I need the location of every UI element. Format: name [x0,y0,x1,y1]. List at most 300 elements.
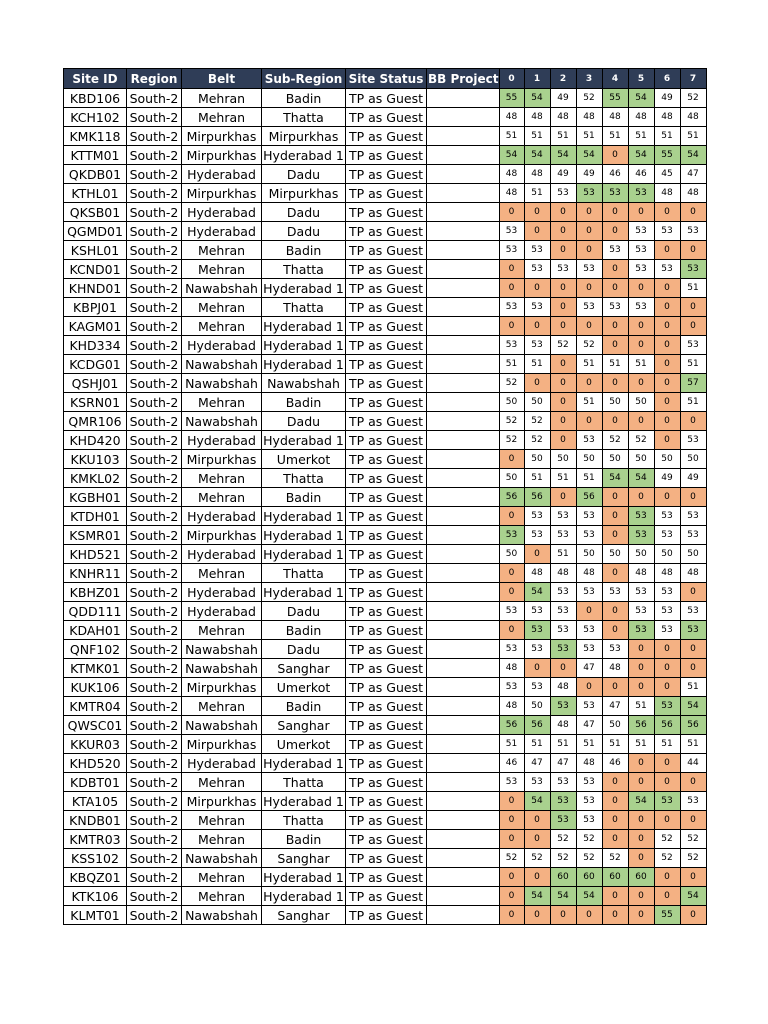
value-cell-col-4: 50 [602,716,628,735]
value-cell-col-0: 53 [499,640,524,659]
region-cell: South-2 [127,165,182,184]
value-cell-col-1: 51 [524,355,550,374]
region-cell: South-2 [127,469,182,488]
value-cell-col-4: 0 [602,146,628,165]
sub-region-cell: Dadu [262,222,346,241]
region-cell: South-2 [127,583,182,602]
value-cell-col-1: 51 [524,469,550,488]
value-cell-col-2: 53 [550,792,576,811]
value-cell-col-5: 50 [628,545,654,564]
table-row [64,146,707,165]
bb-project-cell [427,431,500,450]
value-cell-col-2: 49 [550,165,576,184]
bb-project-cell [427,127,500,146]
value-cell-col-6: 0 [654,773,680,792]
bb-project-cell [427,792,500,811]
value-cell-col-1: 0 [524,203,550,222]
value-cell-col-2: 50 [550,450,576,469]
value-cell-col-3: 60 [576,868,602,887]
region-cell: South-2 [127,431,182,450]
site-id-cell: KCH102 [64,108,127,127]
belt-cell: Mehran [182,393,262,412]
value-cell-col-3: 0 [576,906,602,925]
site-status-cell: TP as Guest [346,697,427,716]
value-cell-col-0: 52 [499,412,524,431]
bb-project-cell [427,412,500,431]
belt-cell: Mehran [182,469,262,488]
value-cell-col-6: 56 [654,716,680,735]
sub-region-cell: Hyderabad 1 [263,793,344,809]
value-cell-col-5: 48 [628,564,654,583]
value-cell-col-0: 50 [499,469,524,488]
belt-cell: Mehran [182,868,262,887]
region-cell: South-2 [127,127,182,146]
value-cell-col-1: 54 [524,792,550,811]
value-cell-col-7: 0 [680,659,706,678]
value-cell-col-5: 51 [628,697,654,716]
value-cell-col-0: 56 [499,716,524,735]
site-status-cell: TP as Guest [346,412,427,431]
value-cell-col-1: 53 [524,260,550,279]
site-status-cell: TP as Guest [346,203,427,222]
value-cell-col-5: 0 [628,754,654,773]
region-cell: South-2 [127,564,182,583]
value-cell-col-3: 47 [576,659,602,678]
value-cell-col-0: 0 [499,450,524,469]
bb-project-cell [427,545,500,564]
value-cell-col-3: 48 [576,564,602,583]
value-cell-col-7: 56 [680,716,706,735]
value-cell-col-6: 55 [654,146,680,165]
value-cell-col-7: 0 [680,203,706,222]
sub-region-cell: Nawabshah [262,374,346,393]
value-cell-col-4: 53 [602,298,628,317]
value-cell-col-4: 0 [602,260,628,279]
site-status-cell: TP as Guest [346,89,427,108]
header-sub-region: Sub-Region [262,69,346,89]
sub-region-cell: Hyderabad 1 [263,755,344,771]
site-id-cell: KSRN01 [64,393,127,412]
value-cell-col-4: 51 [602,735,628,754]
table-row [64,222,707,241]
value-cell-col-2: 53 [550,773,576,792]
belt-cell: Nawabshah [182,906,262,925]
value-cell-col-6: 45 [654,165,680,184]
sub-region-cell: Dadu [262,203,346,222]
value-cell-col-4: 0 [602,203,628,222]
table-row [64,184,707,203]
value-cell-col-2: 47 [550,754,576,773]
site-status-cell: TP as Guest [346,336,427,355]
value-cell-col-3: 0 [576,678,602,697]
site-id-cell: KNHR11 [64,564,127,583]
site-status-cell: TP as Guest [346,298,427,317]
value-cell-col-0: 51 [499,127,524,146]
bb-project-cell [427,298,500,317]
site-id-cell: KHD521 [64,545,127,564]
value-cell-col-6: 53 [654,222,680,241]
value-cell-col-3: 52 [576,89,602,108]
value-cell-col-4: 46 [602,165,628,184]
value-cell-col-3: 53 [576,431,602,450]
bb-project-cell [427,830,500,849]
bb-project-cell [427,526,500,545]
value-cell-col-0: 0 [499,792,524,811]
value-cell-col-7: 52 [680,830,706,849]
value-cell-col-4: 47 [602,697,628,716]
value-cell-col-3: 51 [576,355,602,374]
value-cell-col-4: 0 [602,811,628,830]
value-cell-col-5: 0 [628,849,654,868]
value-cell-col-6: 49 [654,89,680,108]
value-cell-col-1: 53 [524,526,550,545]
value-cell-col-2: 0 [550,355,576,374]
table-row [64,697,707,716]
value-cell-col-1: 53 [524,241,550,260]
value-cell-col-0: 48 [499,659,524,678]
value-cell-col-4: 0 [602,526,628,545]
belt-cell: Mehran [182,830,262,849]
value-cell-col-0: 54 [499,146,524,165]
bb-project-cell [427,716,500,735]
value-cell-col-0: 48 [499,108,524,127]
table-row [64,849,707,868]
belt-cell: Mehran [182,241,262,260]
value-cell-col-3: 53 [576,260,602,279]
header-site-status: Site Status [346,69,427,89]
value-cell-col-0: 0 [499,583,524,602]
bb-project-cell [427,355,500,374]
value-cell-col-3: 51 [576,735,602,754]
site-status-cell: TP as Guest [346,450,427,469]
value-cell-col-6: 53 [654,583,680,602]
value-cell-col-4: 0 [602,374,628,393]
value-cell-col-5: 51 [628,355,654,374]
site-status-cell: TP as Guest [346,488,427,507]
sub-region-cell: Badin [262,621,346,640]
value-cell-col-2: 54 [550,887,576,906]
value-cell-col-1: 0 [524,279,550,298]
value-cell-col-5: 0 [628,488,654,507]
value-cell-col-5: 53 [628,298,654,317]
site-id-cell: KKUR03 [64,735,127,754]
value-cell-col-1: 50 [524,697,550,716]
site-id-cell: KLMT01 [64,906,127,925]
value-cell-col-6: 53 [654,526,680,545]
sub-region-cell: Badin [262,697,346,716]
belt-cell: Hyderabad [182,203,262,222]
sub-region-cell: Sanghar [262,906,346,925]
value-cell-col-3: 53 [576,298,602,317]
sub-region-cell: Dadu [262,640,346,659]
bb-project-cell [427,488,500,507]
belt-cell: Hyderabad [182,545,262,564]
value-cell-col-3: 51 [576,469,602,488]
value-cell-col-0: 52 [499,374,524,393]
bb-project-cell [427,773,500,792]
table-row [64,621,707,640]
region-cell: South-2 [127,374,182,393]
bb-project-cell [427,906,500,925]
value-cell-col-4: 50 [602,450,628,469]
belt-cell: Mirpurkhas [182,450,262,469]
sub-region-cell: Hyderabad 1 [263,546,344,562]
value-cell-col-1: 53 [524,298,550,317]
header-col-2: 2 [550,69,576,89]
value-cell-col-3: 53 [576,792,602,811]
value-cell-col-0: 53 [499,773,524,792]
value-cell-col-0: 50 [499,393,524,412]
site-status-cell: TP as Guest [346,583,427,602]
table-row [64,526,707,545]
value-cell-col-7: 53 [680,507,706,526]
belt-cell: Hyderabad [182,754,262,773]
value-cell-col-4: 53 [602,640,628,659]
site-id-cell: KBQZ01 [64,868,127,887]
site-status-cell: TP as Guest [346,317,427,336]
region-cell: South-2 [127,545,182,564]
value-cell-col-6: 51 [654,127,680,146]
value-cell-col-0: 53 [499,678,524,697]
site-id-cell: KMTR04 [64,697,127,716]
bb-project-cell [427,279,500,298]
value-cell-col-2: 0 [550,241,576,260]
value-cell-col-2: 48 [550,108,576,127]
site-id-cell: KKU103 [64,450,127,469]
value-cell-col-0: 0 [499,564,524,583]
value-cell-col-1: 47 [524,754,550,773]
belt-cell: Mehran [182,773,262,792]
value-cell-col-7: 53 [680,526,706,545]
region-cell: South-2 [127,298,182,317]
value-cell-col-7: 53 [680,621,706,640]
site-id-cell: KBHZ01 [64,583,127,602]
bb-project-cell [427,469,500,488]
value-cell-col-1: 0 [524,659,550,678]
table-row [64,89,707,108]
value-cell-col-6: 0 [654,203,680,222]
value-cell-col-6: 0 [654,279,680,298]
bb-project-cell [427,887,500,906]
value-cell-col-1: 54 [524,583,550,602]
value-cell-col-1: 0 [524,317,550,336]
value-cell-col-6: 53 [654,602,680,621]
value-cell-col-7: 52 [680,849,706,868]
region-cell: South-2 [127,868,182,887]
table-row [64,545,707,564]
table-row [64,792,707,811]
value-cell-col-6: 0 [654,887,680,906]
region-cell: South-2 [127,906,182,925]
bb-project-cell [427,507,500,526]
belt-cell: Mirpurkhas [182,127,262,146]
value-cell-col-1: 48 [524,564,550,583]
site-status-cell: TP as Guest [346,716,427,735]
value-cell-col-4: 0 [602,887,628,906]
value-cell-col-0: 0 [499,279,524,298]
site-status-cell: TP as Guest [346,621,427,640]
bb-project-cell [427,754,500,773]
value-cell-col-4: 0 [602,488,628,507]
table-row [64,374,707,393]
table-row [64,659,707,678]
value-cell-col-2: 0 [550,412,576,431]
table-row [64,317,707,336]
table-row [64,830,707,849]
table-row [64,393,707,412]
value-cell-col-0: 0 [499,811,524,830]
value-cell-col-3: 53 [576,621,602,640]
value-cell-col-4: 53 [602,583,628,602]
sub-region-cell: Mirpurkhas [262,127,346,146]
bb-project-cell [427,621,500,640]
bb-project-cell [427,89,500,108]
value-cell-col-6: 0 [654,431,680,450]
value-cell-col-0: 53 [499,298,524,317]
bb-project-cell [427,450,500,469]
value-cell-col-0: 48 [499,165,524,184]
value-cell-col-4: 51 [602,127,628,146]
value-cell-col-6: 53 [654,507,680,526]
table-row [64,279,707,298]
bb-project-cell [427,336,500,355]
value-cell-col-0: 48 [499,697,524,716]
belt-cell: Mehran [182,298,262,317]
value-cell-col-3: 49 [576,165,602,184]
site-status-cell: TP as Guest [346,127,427,146]
sub-region-cell: Hyderabad 1 [263,356,344,372]
value-cell-col-2: 53 [550,811,576,830]
header-bb-project: BB Project [427,69,500,89]
header-col-4: 4 [602,69,628,89]
site-id-cell: KDAH01 [64,621,127,640]
value-cell-col-3: 0 [576,241,602,260]
value-cell-col-6: 0 [654,868,680,887]
value-cell-col-1: 53 [524,678,550,697]
value-cell-col-3: 54 [576,887,602,906]
sub-region-cell: Badin [262,89,346,108]
sub-region-cell: Hyderabad 1 [263,432,344,448]
site-id-cell: QWSC01 [64,716,127,735]
value-cell-col-0: 0 [499,507,524,526]
site-status-cell: TP as Guest [346,355,427,374]
value-cell-col-7: 0 [680,298,706,317]
table-row [64,735,707,754]
value-cell-col-0: 50 [499,545,524,564]
site-status-cell: TP as Guest [346,868,427,887]
site-id-cell: QSHJ01 [64,374,127,393]
site-status-cell: TP as Guest [346,754,427,773]
sub-region-cell: Thatta [262,298,346,317]
value-cell-col-5: 54 [628,469,654,488]
table-row [64,431,707,450]
site-status-cell: TP as Guest [346,659,427,678]
value-cell-col-7: 51 [680,678,706,697]
header-col-6: 6 [654,69,680,89]
belt-cell: Hyderabad [182,507,262,526]
table-row [64,450,707,469]
value-cell-col-7: 50 [680,450,706,469]
header-site-id: Site ID [64,69,127,89]
value-cell-col-1: 53 [524,336,550,355]
value-cell-col-7: 52 [680,89,706,108]
value-cell-col-5: 0 [628,336,654,355]
table-row [64,336,707,355]
value-cell-col-1: 51 [524,735,550,754]
site-id-cell: KHND01 [64,279,127,298]
region-cell: South-2 [127,621,182,640]
value-cell-col-3: 54 [576,146,602,165]
bb-project-cell [427,222,500,241]
belt-cell: Hyderabad [182,602,262,621]
bb-project-cell [427,203,500,222]
sub-region-cell: Sanghar [262,716,346,735]
value-cell-col-5: 54 [628,146,654,165]
value-cell-col-1: 51 [524,184,550,203]
value-cell-col-2: 52 [550,336,576,355]
sub-region-cell: Hyderabad 1 [263,869,344,885]
table-row [64,488,707,507]
value-cell-col-5: 0 [628,659,654,678]
sub-region-cell: Umerkot [262,678,346,697]
value-cell-col-7: 53 [680,260,706,279]
belt-cell: Mehran [182,488,262,507]
belt-cell: Mirpurkhas [182,678,262,697]
value-cell-col-4: 48 [602,659,628,678]
bb-project-cell [427,146,500,165]
site-status-cell: TP as Guest [346,640,427,659]
region-cell: South-2 [127,241,182,260]
region-cell: South-2 [127,260,182,279]
value-cell-col-1: 0 [524,374,550,393]
sub-region-cell: Badin [262,488,346,507]
site-id-cell: KHD334 [64,336,127,355]
value-cell-col-3: 51 [576,393,602,412]
value-cell-col-2: 53 [550,184,576,203]
value-cell-col-2: 53 [550,621,576,640]
value-cell-col-1: 0 [524,868,550,887]
site-status-cell: TP as Guest [346,906,427,925]
value-cell-col-4: 0 [602,222,628,241]
value-cell-col-0: 51 [499,355,524,374]
value-cell-col-1: 0 [524,811,550,830]
value-cell-col-0: 55 [499,89,524,108]
value-cell-col-0: 0 [499,260,524,279]
region-cell: South-2 [127,317,182,336]
value-cell-col-2: 0 [550,906,576,925]
value-cell-col-3: 50 [576,545,602,564]
value-cell-col-5: 0 [628,678,654,697]
region-cell: South-2 [127,754,182,773]
sub-region-cell: Umerkot [262,450,346,469]
site-status-cell: TP as Guest [346,792,427,811]
sub-region-cell: Sanghar [262,849,346,868]
site-id-cell: KSHL01 [64,241,127,260]
sub-region-cell: Hyderabad 1 [263,147,344,163]
value-cell-col-1: 53 [524,640,550,659]
site-id-cell: KCDG01 [64,355,127,374]
belt-cell: Mehran [182,621,262,640]
bb-project-cell [427,697,500,716]
value-cell-col-7: 48 [680,108,706,127]
value-cell-col-6: 0 [654,488,680,507]
site-id-cell: KGBH01 [64,488,127,507]
value-cell-col-6: 0 [654,678,680,697]
value-cell-col-1: 0 [524,906,550,925]
value-cell-col-1: 53 [524,621,550,640]
site-status-cell: TP as Guest [346,393,427,412]
value-cell-col-2: 0 [550,298,576,317]
